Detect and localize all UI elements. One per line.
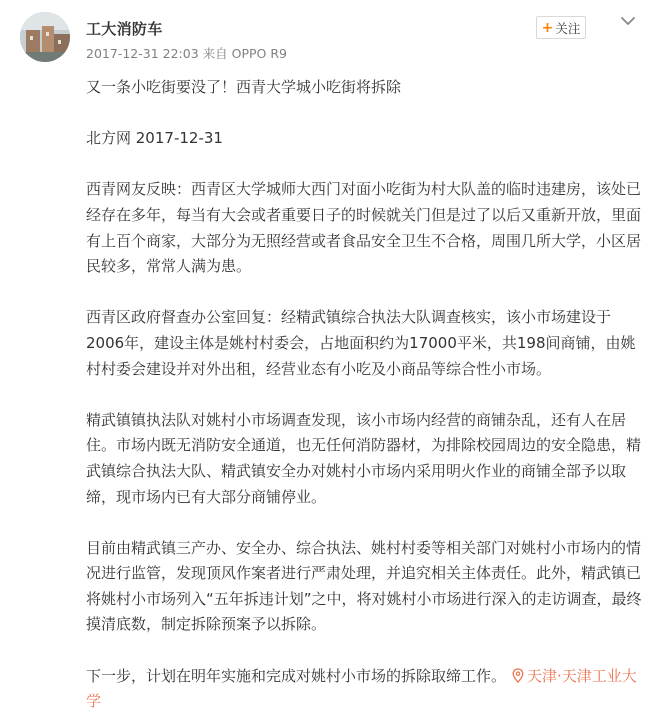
- source-prefix: 来自: [202, 46, 228, 61]
- next-step-text: 下一步，计划在明年实施和完成对姚村小市场的拆除取缔工作。: [86, 666, 507, 685]
- post-headline: 又一条小吃街要没了！西青大学城小吃街将拆除: [86, 78, 402, 96]
- paragraph-investigation: 精武镇镇执法队对姚村小市场调查发现，该小市场内经营的商铺杂乱，还有人在居住。市场内既无消防安全通道，也无任何消防器材，为排除校园周边的安全隐患，精武镇综合执法大队、精武镇安全办对姚村小市场内采用明火作业的商铺全部予以取缔，现市场内已有大部分商铺停业。: [86, 410, 642, 506]
- paragraph-next-step: [86, 664, 642, 715]
- location-tag-label: 天津·天津工业大学: [86, 666, 637, 711]
- post-timestamp[interactable]: 2017-12-31 22:03: [86, 46, 199, 61]
- paragraph-government-reply: 西青区政府督查办公室回复：经精武镇综合执法大队调查核实，该小市场建设于2006年，建设主体是姚村村委会，占地面积约为17000平米，共198间商铺，由姚村村委会建设并对外出租，经营业态有小吃及小商品等综合性小市场。: [86, 308, 636, 378]
- paragraph-supervision: 目前由精武镇三产办、安全办、综合执法、姚村村委等相关部门对姚村小市场内的情况进行监管，发现顶风作案者进行严肃处理，并追究相关主体责任。此外，精武镇已将姚村小市场列入“五年拆违计划”之中，将对姚村小市场进行深入的走访调查，最终摸清底数，制定拆除预案予以拆除。: [86, 538, 642, 634]
- avatar[interactable]: [20, 12, 70, 62]
- chevron-down-icon[interactable]: [620, 14, 636, 28]
- username[interactable]: 工大消防车: [86, 20, 163, 38]
- avatar-photo: [20, 12, 70, 62]
- follow-label: 关注: [555, 20, 581, 36]
- news-source-line: 北方网 2017-12-31: [86, 129, 223, 148]
- paragraph-netizen-report: 西青网友反映：西青区大学城师大西门对面小吃街为村大队盖的临时违建房，该处已经存在多年，每当有大会或者重要日子的时候就关门但是过了以后又重新开放，里面有上百个商家，大部分为无照经营或者食品安全卫生不合格，周围几所大学，小区居民较多，常常人满为患。: [86, 180, 642, 276]
- location-pin-icon: [512, 668, 524, 683]
- source-device: OPPO R9: [231, 46, 287, 61]
- follow-button[interactable]: [536, 16, 586, 39]
- post-meta: [86, 45, 287, 63]
- plus-icon: +: [541, 19, 554, 36]
- post-content: [86, 75, 642, 715]
